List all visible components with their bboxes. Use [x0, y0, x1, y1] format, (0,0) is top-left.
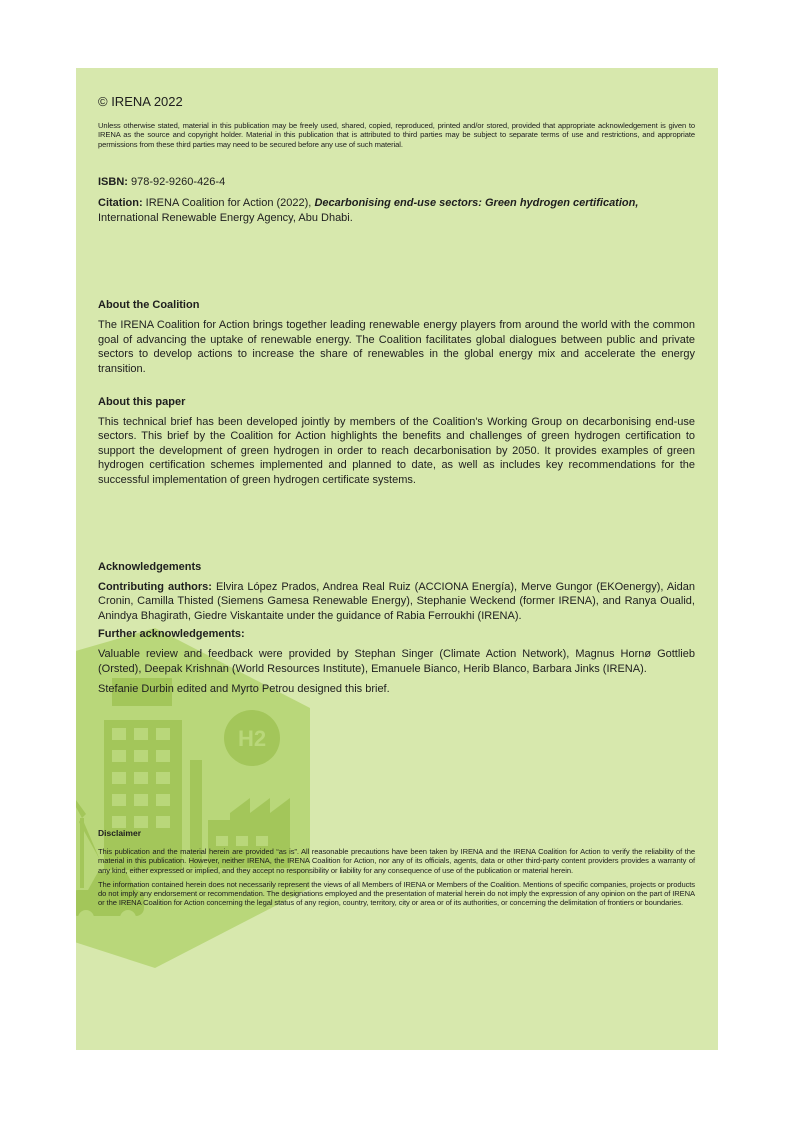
- about-paper-heading: About this paper: [98, 395, 186, 408]
- isbn-label: ISBN:: [98, 176, 128, 189]
- disclaimer-paragraph-1: This publication and the material herein are provided “as is”. All reasonable precautions have been taken by IRENA and the IRENA Coalition for Action to verify the reliability of the material in this publication. However, neither IRENA, the IRENA Coalition for Action, nor any of its officials, agents, data or other third-party content providers provides a warranty of any kind, either expressed or implied, and they accept no responsibility or liability for any consequence of use of the publication or material herein.: [98, 847, 695, 875]
- disclaimer-paragraph-2: The information contained herein does not necessarily represent the views of all Members of IRENA or Members of the Coalition. Mentions of specific companies, projects or products do not imply any endorsement or recommendation. The designations employed and the presentation of material herein do not imply the expression of any opinion on the part of IRENA or the IRENA Coalition for Action concerning the legal status of any region, country, territory, city or area or of its authorities, or concerning the delimitation of frontiers or boundaries.: [98, 879, 695, 908]
- h2-label: H2: [237, 726, 267, 751]
- citation-author: IRENA Coalition for Action (2022),: [145, 197, 312, 210]
- contributing-authors-text: Elvira López Prados, Andrea Real Ruiz (ACCIONA Energía), Merve Gungor (EKOenergy), Aidan Cronin, Camilla Thisted (Siemens Gamesa Renewable Energy), Stephanie Weckend (former IRENA), and Ranya Oualid, Anindya Bhagirath, Giedre Viskantaite under the guidance of Rabia Ferroukhi (IRENA).: [98, 580, 695, 622]
- further-acknowledgements-text: Valuable review and feedback were provided by Stephan Singer (Climate Action Network), Magnus Hornø Gottlieb (Orsted), Deepak Krishnan (World Resources Institute), Emanuele Bianco, Herib Blanco, Barbara Jinks (IRENA).: [98, 648, 695, 675]
- contributing-authors: [98, 580, 695, 624]
- usage-notice: Unless otherwise stated, material in this publication may be freely used, shared, copied, reproduced, printed and/or stored, provided that appropriate acknowledgement is given to IRENA as the source and copyright holder. Material in this publication that is attributed to third parties may be subject to separate terms of use and restrictions, and appropriate permissions from these third parties may need to be secured before any use of such material.: [98, 121, 695, 149]
- disclaimer-heading: Disclaimer: [98, 828, 141, 839]
- isbn-line: [98, 176, 695, 188]
- about-coalition-text: The IRENA Coalition for Action brings together leading renewable energy players from around the world with the common goal of advancing the uptake of renewable energy. The Coalition facilitates global dialogues between public and private sectors to develop actions to increase the share of renewables in the global energy mix and accelerate the energy transition.: [98, 319, 695, 375]
- copyright-line: © IRENA 2022: [98, 94, 183, 109]
- further-acknowledgements-heading: Further acknowledgements:: [98, 628, 245, 641]
- citation-title: Decarbonising end-use sectors: Green hydrogen certification,: [314, 197, 639, 210]
- about-coalition-heading: About the Coalition: [98, 299, 200, 312]
- editing-credit: Stefanie Durbin edited and Myrto Petrou designed this brief.: [98, 682, 390, 695]
- page-content: [98, 94, 695, 907]
- citation-label: Citation:: [98, 197, 143, 210]
- acknowledgements-heading: Acknowledgements: [98, 560, 202, 573]
- document-panel: [76, 68, 718, 1050]
- citation-publisher: International Renewable Energy Agency, Abu Dhabi.: [98, 211, 353, 224]
- citation: [98, 196, 695, 225]
- isbn-value: 978-92-9260-426-4: [131, 176, 226, 189]
- about-paper-text: This technical brief has been developed jointly by members of the Coalition's Working Group on decarbonising end-use sectors. This brief by the Coalition for Action highlights the benefits and challenges of green hydrogen certification to support the development of green hydrogen in order to reach decarbonisation by 2050. It provides examples of green hydrogen certification schemes implemented and planned to date, as well as includes key recommendations for the successful implementation of green hydrogen certificate systems.: [98, 415, 695, 486]
- contributing-authors-label: Contributing authors:: [98, 580, 212, 593]
